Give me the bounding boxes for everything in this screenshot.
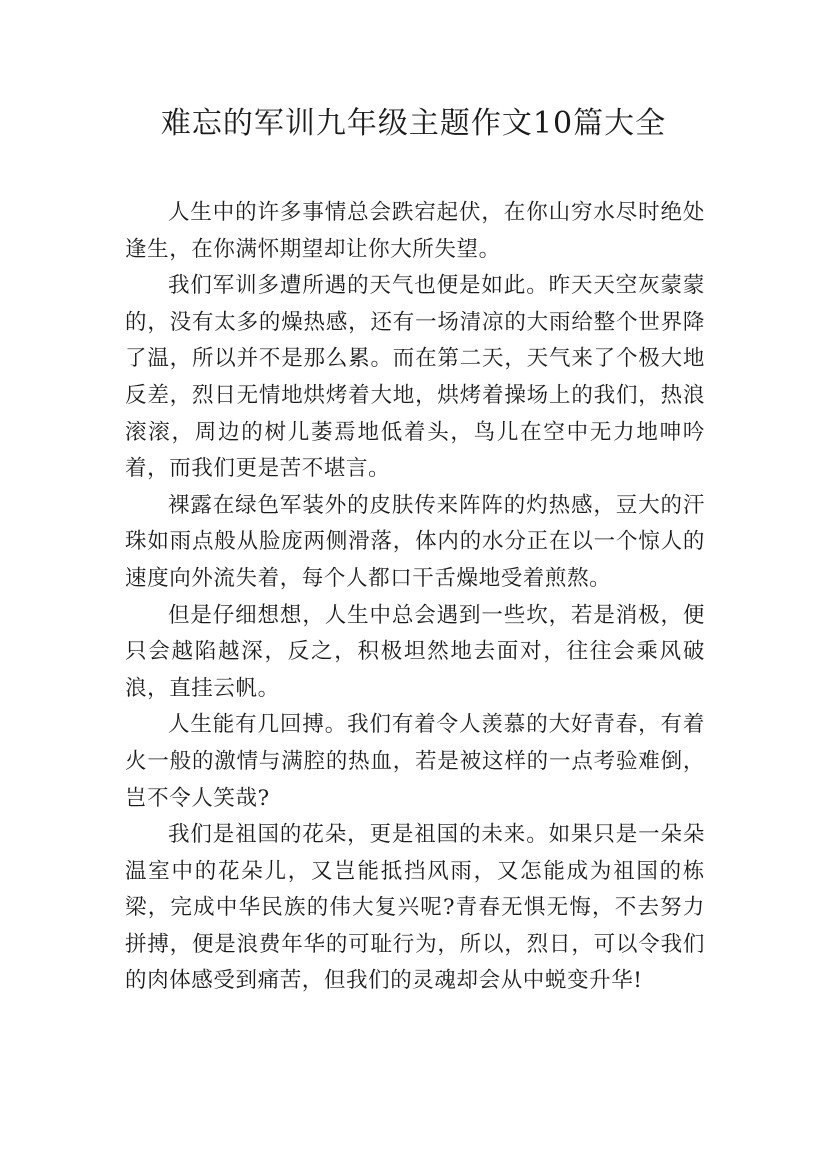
document-title: 难忘的军训九年级主题作文10篇大全	[160, 106, 667, 141]
paragraph-2: 我们军训多遭所遇的天气也便是如此。昨天天空灰蒙蒙的，没有太多的燥热感，还有一场清凉的大雨给整个世界降了温，所以并不是那么累。而在第二天，天气来了个极大地反差，烈日无情地烘烤着大地，烘烤着操场上的我们，热浪滚滚，周边的树儿萎焉地低着头，鸟儿在空中无力地呻吟着，而我们更是苦不堪言。	[125, 273, 705, 482]
paragraph-1: 人生中的许多事情总会跌宕起伏，在你山穷水尽时绝处逢生，在你满怀期望却让你大所失望。	[125, 200, 705, 262]
paragraph-3: 裸露在绿色军装外的皮肤传来阵阵的灼热感，豆大的汗珠如雨点般从脸庞两侧滑落，体内的水分正在以一个惊人的速度向外流失着，每个人都口干舌燥地受着煎熬。	[125, 492, 705, 591]
document-body	[125, 195, 705, 1000]
paragraph-5: 人生能有几回搏。我们有着令人羡慕的大好青春，有着火一般的激情与满腔的热血，若是被这样的一点考验难倒，岂不令人笑哉?	[125, 712, 705, 811]
paragraph-6: 我们是祖国的花朵，更是祖国的未来。如果只是一朵朵温室中的花朵儿，又岂能抵挡风雨，又怎能成为祖国的栋梁，完成中华民族的伟大复兴呢?青春无惧无悔，不去努力拼搏，便是浪费年华的可耻行为，所以，烈日，可以令我们的肉体感受到痛苦，但我们的灵魂却会从中蜕变升华!	[125, 822, 705, 994]
paragraph-4: 但是仔细想想，人生中总会遇到一些坎，若是消极，便只会越陷越深，反之，积极坦然地去面对，往往会乘风破浪，直挂云帆。	[125, 602, 705, 701]
